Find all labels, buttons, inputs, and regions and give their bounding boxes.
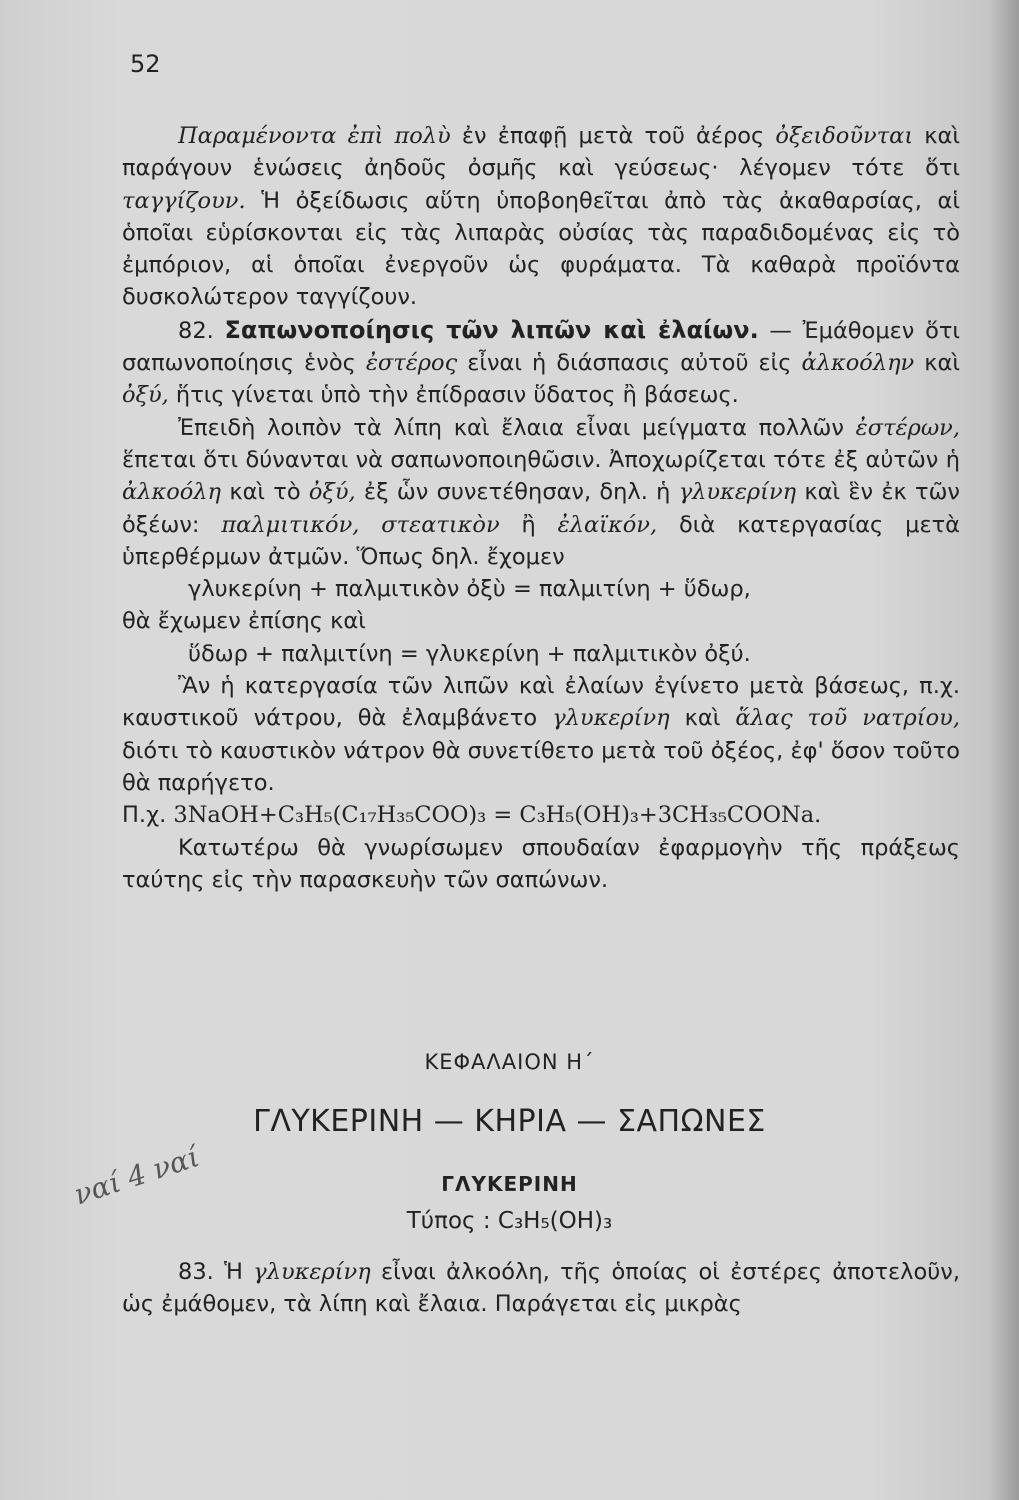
italic-term: ἐστέρος: [365, 350, 458, 377]
section-82: [122, 314, 960, 412]
formula-line: [122, 799, 960, 831]
text-run: — Ἐμάθομεν ὅτι σαπωνοποίησις ἑνὸς: [122, 317, 960, 377]
italic-term: ἐστέρων,: [855, 414, 960, 441]
italic-term: ὀξύ,: [122, 382, 169, 409]
italic-lead: Παραμένοντα ἐπὶ πολὺ: [178, 123, 451, 149]
italic-term: ὀξειδοῦνται: [775, 123, 914, 149]
text-run: διότι τὸ καυστικὸν νάτρον θὰ συνετίθετο μετὰ τοῦ ὀξέος, ἐφ' ὅσον τοῦτο θὰ παρήγετο.: [122, 737, 960, 796]
paragraph-rancidity: [122, 120, 960, 314]
text-run: διὰ κατεργασίας μετὰ ὑπερθέρμων ἀτμῶν. Ὅπως δηλ. ἔχομεν: [122, 511, 960, 570]
main-text-block: [122, 120, 960, 896]
italic-term: παλμιτικόν, στεατικὸν: [221, 511, 500, 538]
type-formula: Τύπος : C₃H₅(OH)₃: [406, 1208, 613, 1234]
text-run: καὶ: [914, 350, 960, 377]
text-run: Ἐπειδὴ λοιπὸν τὰ λίπη καὶ ἔλαια εἶναι μείγματα πολλῶν: [178, 414, 856, 441]
paragraph-83: [122, 1256, 960, 1321]
page-number: 52: [130, 50, 161, 78]
text-run: ἐξ ὧν συνετέθησαν, δηλ. ἡ: [355, 479, 679, 506]
text-run: Ἡ ὀξείδωσις αὕτη ὑποβοηθεῖται ἀπὸ τὰς ἀκαθαρσίας, αἱ ὁποῖαι εὑρίσκονται εἰς τὰς λιπαρὰς οὐσίας τὰς παραδιδομένας εἰς τὸ ἐμπόριον, αἱ ὁποῖαι ἐνεργοῦν ὡς φυράματα. Τὰ καθαρὰ προϊόντα δυσκολώτερον ταγγίζουν.: [122, 187, 960, 311]
italic-term: ἐλαϊκόν,: [557, 511, 658, 538]
lower-text-block: [122, 1256, 960, 1321]
italic-term: ἀλκοόλην: [801, 350, 915, 377]
section-number: 83.: [178, 1259, 214, 1285]
text-run: καὶ τὸ: [221, 479, 309, 506]
handwritten-margin-note: ναί 4 ναί: [70, 1140, 204, 1212]
section-number: 82.: [178, 317, 214, 344]
formula-prefix: Π.χ.: [122, 802, 167, 829]
paragraph-esters: [122, 412, 960, 573]
paragraph-soaps: Κατωτέρω θὰ γνωρίσωμεν σπουδαίαν ἐφαρμογὴν τῆς πράξεως ταύτης εἰς τὴν παρασκευὴν τῶν σαπώνων.: [122, 834, 960, 893]
italic-term: γλυκερίνη: [253, 1259, 371, 1285]
text-run: ἥτις γίνεται ὑπὸ τὴν ἐπίδρασιν ὕδατος ἢ βάσεως.: [168, 382, 739, 409]
italic-term: ὀξύ,: [308, 479, 356, 506]
italic-term: γλυκερίνη: [552, 705, 670, 732]
italic-term: ἀλκοόλη: [122, 479, 222, 506]
italic-term: ἅλας τοῦ νατρίου,: [735, 705, 960, 732]
text-run: καὶ ἓν ἐκ τῶν ὀξέων:: [122, 479, 960, 538]
text-run: ἕπεται ὅτι δύνανται νὰ σαπωνοποιηθῶσιν. Ἀποχωρίζεται τότε ἐξ αὐτῶν ἡ: [122, 446, 960, 473]
equation-1: γλυκερίνη + παλμιτικὸν ὀξὺ = παλμιτίνη + ὕδωρ,: [188, 576, 751, 603]
section-title: ΓΛΥΚΕΡΙΝΗ: [441, 1172, 578, 1196]
chapter-label: ΚΕΦΑΛΑΙΟΝ Η΄: [424, 1050, 595, 1074]
text-run: ἢ: [499, 511, 558, 538]
text-run: καὶ παράγουν ἑνώσεις ἀηδοῦς ὀσμῆς καὶ γεύσεως· λέγομεν τότε ὅτι: [122, 123, 961, 182]
italic-term: γλυκερίνη: [678, 479, 797, 506]
text-run: Ἡ: [213, 1259, 254, 1285]
text-run: καὶ: [669, 705, 736, 732]
text-run: ἐν ἐπαφῇ μετὰ τοῦ ἀέρος: [450, 123, 776, 149]
section-heading: Σαπωνοποίησις τῶν λιπῶν καὶ ἐλαίων.: [224, 315, 759, 344]
text-run: Ἂν ἡ κατεργασία τῶν λιπῶν καὶ ἐλαίων ἐγίνετο μετὰ βάσεως, π.χ. καυστικοῦ νάτρου, θὰ ἐλαμβάνετο: [122, 673, 960, 732]
paragraph-base: [122, 670, 960, 799]
chemical-formula: 3NaOH+C₃H₅(C₁₇H₃₅COO)₃ = C₃H₅(OH)₃+3CH₃₅COONa.: [173, 802, 822, 829]
between-equations: θὰ ἔχωμεν ἐπίσης καὶ: [122, 608, 366, 635]
chapter-title: ΓΛΥΚΕΡΙΝΗ — ΚΗΡΙΑ — ΣΑΠΩΝΕΣ: [253, 1104, 766, 1139]
text-run: εἶναι ἡ διάσπασις αὐτοῦ εἰς: [457, 350, 802, 377]
equation-2: ὕδωρ + παλμιτίνη = γλυκερίνη + παλμιτικὸν ὀξύ.: [188, 640, 751, 667]
text-run: εἶναι ἀλκοόλη, τῆς ὁποίας οἱ ἐστέρες ἀποτελοῦν, ὡς ἐμάθομεν, τὰ λίπη καὶ ἔλαια. Παράγεται εἰς μικρὰς: [122, 1259, 960, 1318]
italic-term: ταγγίζουν.: [122, 187, 246, 214]
